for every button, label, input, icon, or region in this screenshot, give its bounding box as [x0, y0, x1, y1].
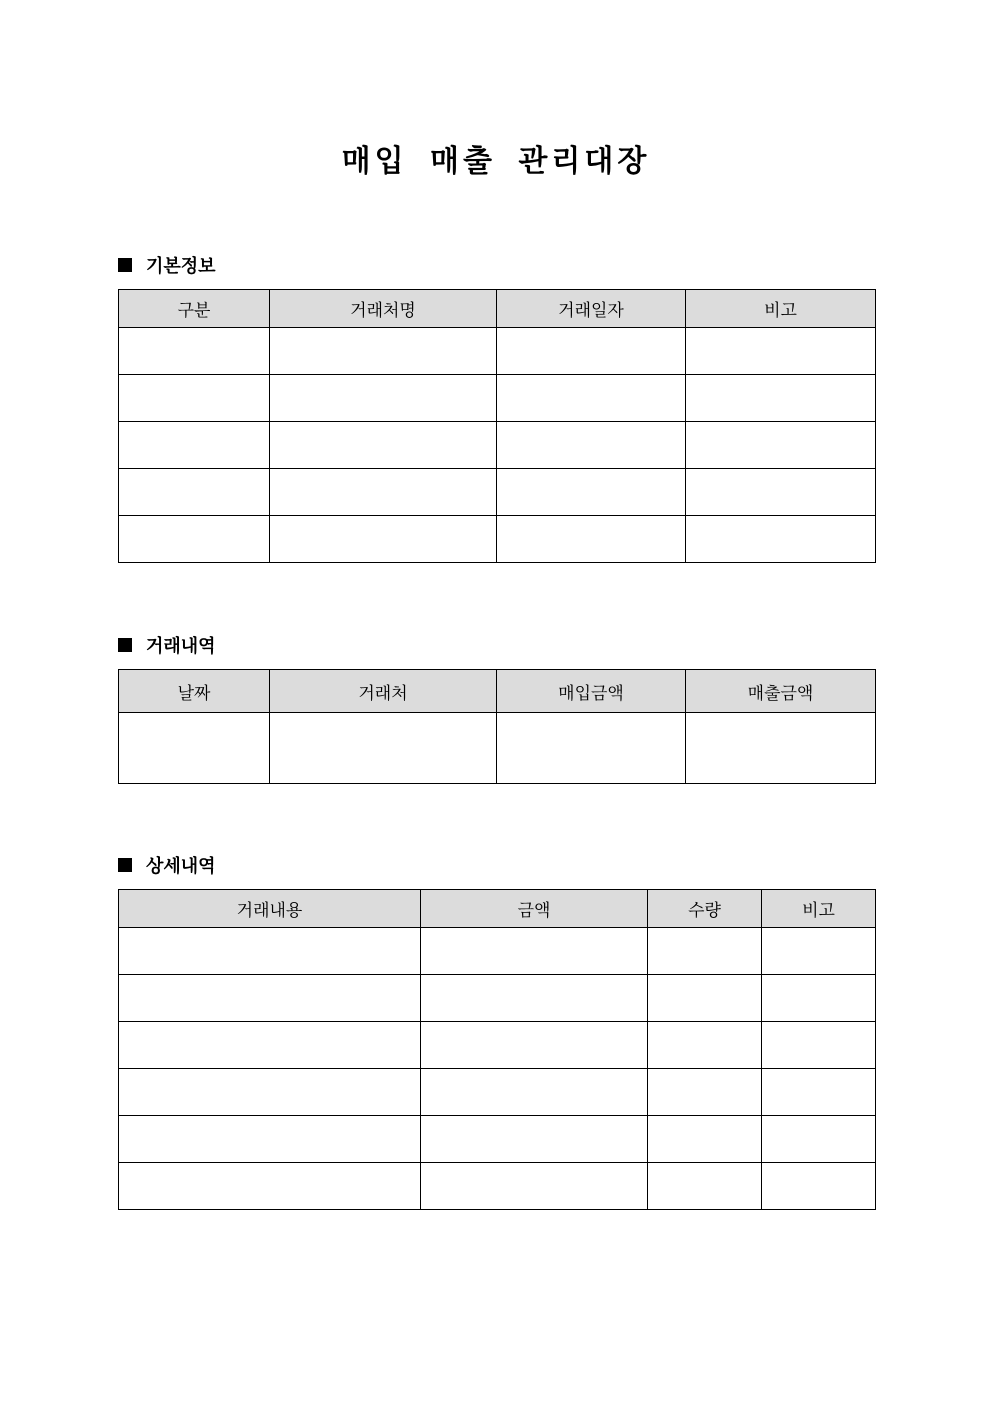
- square-bullet-icon: [118, 258, 132, 272]
- table-cell[interactable]: [762, 1163, 876, 1210]
- table-cell[interactable]: [497, 422, 686, 469]
- table-cell[interactable]: [648, 1116, 762, 1163]
- column-header-client-name: 거래처명: [270, 290, 497, 328]
- table-cell[interactable]: [270, 422, 497, 469]
- table-header-row: [119, 290, 876, 328]
- table-cell[interactable]: [497, 328, 686, 375]
- table-cell[interactable]: [119, 375, 270, 422]
- table-cell[interactable]: [421, 1163, 648, 1210]
- table-cell[interactable]: [421, 1069, 648, 1116]
- table-cell[interactable]: [421, 1022, 648, 1069]
- table-cell[interactable]: [119, 1069, 421, 1116]
- table-cell[interactable]: [119, 1022, 421, 1069]
- square-bullet-icon: [118, 858, 132, 872]
- table-cell[interactable]: [497, 516, 686, 563]
- table-cell[interactable]: [119, 516, 270, 563]
- table-row: [119, 1163, 876, 1210]
- table-row: [119, 375, 876, 422]
- table-cell[interactable]: [648, 1069, 762, 1116]
- section-heading-basic-info: [118, 252, 216, 278]
- table-row: [119, 469, 876, 516]
- table-cell[interactable]: [270, 328, 497, 375]
- table-cell[interactable]: [270, 516, 497, 563]
- column-header-transaction-date: 거래일자: [497, 290, 686, 328]
- table-cell[interactable]: [648, 975, 762, 1022]
- section-heading-label: 거래내역: [146, 636, 216, 657]
- table-cell[interactable]: [648, 1022, 762, 1069]
- table-row: [119, 713, 876, 784]
- table-row: [119, 1116, 876, 1163]
- column-header-description: 거래내용: [119, 890, 421, 928]
- table-cell[interactable]: [686, 375, 876, 422]
- table-cell[interactable]: [648, 928, 762, 975]
- table-cell[interactable]: [119, 975, 421, 1022]
- table-cell[interactable]: [421, 1116, 648, 1163]
- table-cell[interactable]: [497, 713, 686, 784]
- column-header-date: 날짜: [119, 670, 270, 713]
- table-cell[interactable]: [762, 1069, 876, 1116]
- section-heading-label: 기본정보: [146, 256, 216, 277]
- column-header-category: 구분: [119, 290, 270, 328]
- square-bullet-icon: [118, 638, 132, 652]
- table-row: [119, 422, 876, 469]
- column-header-sales-amount: 매출금액: [686, 670, 876, 713]
- column-header-amount: 금액: [421, 890, 648, 928]
- table-cell[interactable]: [762, 1116, 876, 1163]
- table-cell[interactable]: [119, 328, 270, 375]
- table-cell[interactable]: [270, 713, 497, 784]
- table-cell[interactable]: [119, 1116, 421, 1163]
- basic-info-table: [118, 289, 876, 563]
- table-header-row: [119, 890, 876, 928]
- table-row: [119, 516, 876, 563]
- column-header-remarks: 비고: [686, 290, 876, 328]
- table-cell[interactable]: [119, 469, 270, 516]
- table-cell[interactable]: [762, 975, 876, 1022]
- transactions-table: [118, 669, 876, 784]
- table-row: [119, 1022, 876, 1069]
- table-row: [119, 928, 876, 975]
- table-cell[interactable]: [421, 975, 648, 1022]
- table-cell[interactable]: [119, 928, 421, 975]
- table-cell[interactable]: [686, 516, 876, 563]
- table-header-row: [119, 670, 876, 713]
- column-header-remarks: 비고: [762, 890, 876, 928]
- table-cell[interactable]: [119, 1163, 421, 1210]
- table-cell[interactable]: [270, 375, 497, 422]
- table-cell[interactable]: [762, 928, 876, 975]
- section-heading-details: [118, 852, 216, 878]
- section-heading-transactions: [118, 632, 216, 658]
- section-heading-label: 상세내역: [146, 856, 216, 877]
- document-title: 매입 매출 관리대장: [341, 144, 651, 179]
- details-table: [118, 889, 876, 1210]
- table-cell[interactable]: [686, 422, 876, 469]
- table-cell[interactable]: [119, 422, 270, 469]
- table-cell[interactable]: [686, 713, 876, 784]
- column-header-purchase-amount: 매입금액: [497, 670, 686, 713]
- table-cell[interactable]: [648, 1163, 762, 1210]
- table-cell[interactable]: [119, 713, 270, 784]
- table-row: [119, 328, 876, 375]
- column-header-quantity: 수량: [648, 890, 762, 928]
- table-row: [119, 1069, 876, 1116]
- table-cell[interactable]: [686, 469, 876, 516]
- table-cell[interactable]: [762, 1022, 876, 1069]
- column-header-client: 거래처: [270, 670, 497, 713]
- table-cell[interactable]: [497, 469, 686, 516]
- table-cell[interactable]: [421, 928, 648, 975]
- table-cell[interactable]: [270, 469, 497, 516]
- table-cell[interactable]: [497, 375, 686, 422]
- table-cell[interactable]: [686, 328, 876, 375]
- table-row: [119, 975, 876, 1022]
